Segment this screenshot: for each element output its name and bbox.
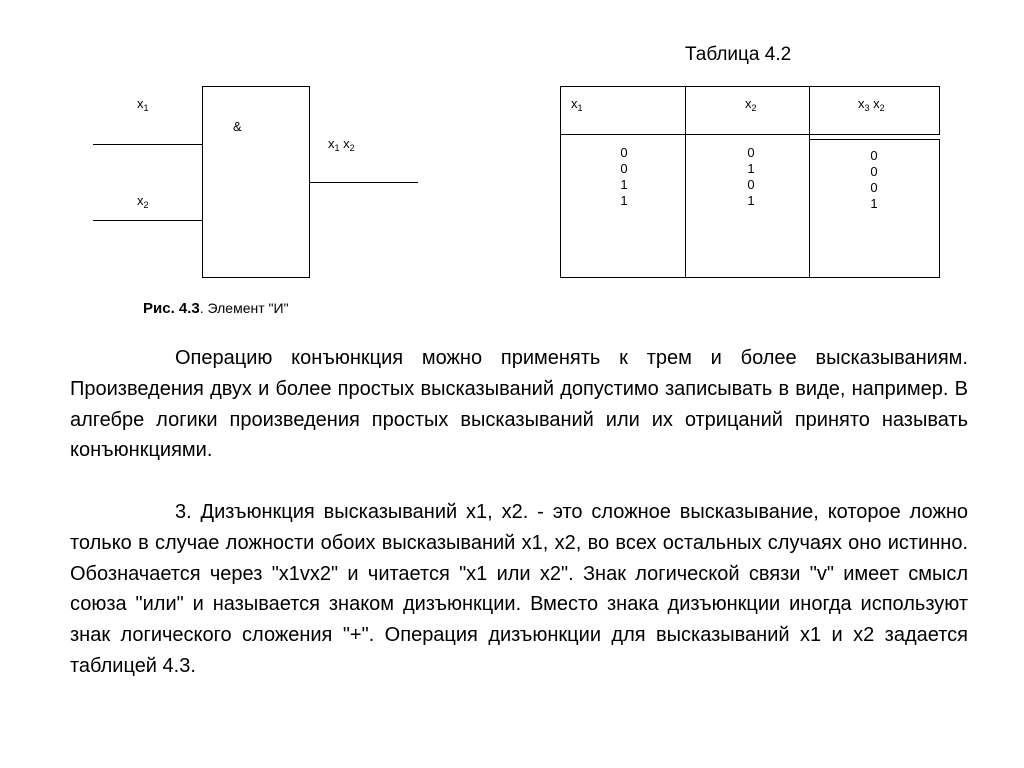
table-cell: 1 — [620, 177, 628, 192]
table-column-x1-values — [614, 145, 634, 209]
table-column-x2-values — [741, 145, 761, 209]
table-cell: 0 — [870, 164, 878, 179]
table-column-result-values — [864, 148, 884, 212]
table-cell: 0 — [747, 145, 755, 160]
table-title: Таблица 4.2 — [685, 44, 792, 65]
input1-wire — [93, 144, 202, 145]
table-cell: 1 — [620, 193, 628, 208]
paragraph-conjunction: Операцию конъюнкция можно применять к трем и более высказываниям. Произведения двух и более простых высказываний допустимо записывать в виде, например. В алгебре логики произведения простых высказываний или их отрицаний принято называть конъюнкциями. — [70, 347, 968, 462]
input2-label: $x_2$ — [137, 193, 149, 210]
figure-caption-text: . Элемент "И" — [199, 300, 289, 316]
table-cell: 0 — [870, 180, 878, 195]
table-header-result-label: $x_3$ $x_2$ — [858, 96, 885, 113]
table-cell: 1 — [747, 161, 755, 176]
input1-label: $x_1$ — [137, 96, 149, 113]
table-header-x2-label: $x_2$ — [745, 96, 757, 113]
output-label: $x_1$ $x_2$ — [328, 136, 355, 153]
table-cell: 0 — [747, 177, 755, 192]
figure-caption-number: Рис. 4.3 — [143, 300, 200, 317]
figure-caption — [143, 300, 289, 317]
paragraph-disjunction: 3. Дизъюнкция высказываний х1, х2. - это сложное высказывание, которое ложно только в случае ложности обоих высказываний х1, х2, во всех остальных случаях оно истинно. Обозначается через "х1vх2" и читается "х1 или х2". Знак логической связи "v" имеет смысл союза "или" и называется знаком дизъюнкции. Вместо знака дизъюнкции иногда используют знак логического сложения "+". Операция дизъюнкции для высказываний х1 и х2 задается таблицей 4.3. — [70, 501, 968, 677]
and-gate — [202, 86, 310, 278]
table-cell: 0 — [620, 161, 628, 176]
and-gate-symbol: & — [233, 119, 242, 134]
table-cell: 1 — [870, 196, 878, 211]
table-cell: 0 — [870, 148, 878, 163]
input2-wire — [93, 220, 202, 221]
table-cell: 1 — [747, 193, 755, 208]
table-cell: 0 — [620, 145, 628, 160]
table-header-x1-label: $x_1$ — [571, 96, 583, 113]
output-wire — [310, 182, 418, 183]
